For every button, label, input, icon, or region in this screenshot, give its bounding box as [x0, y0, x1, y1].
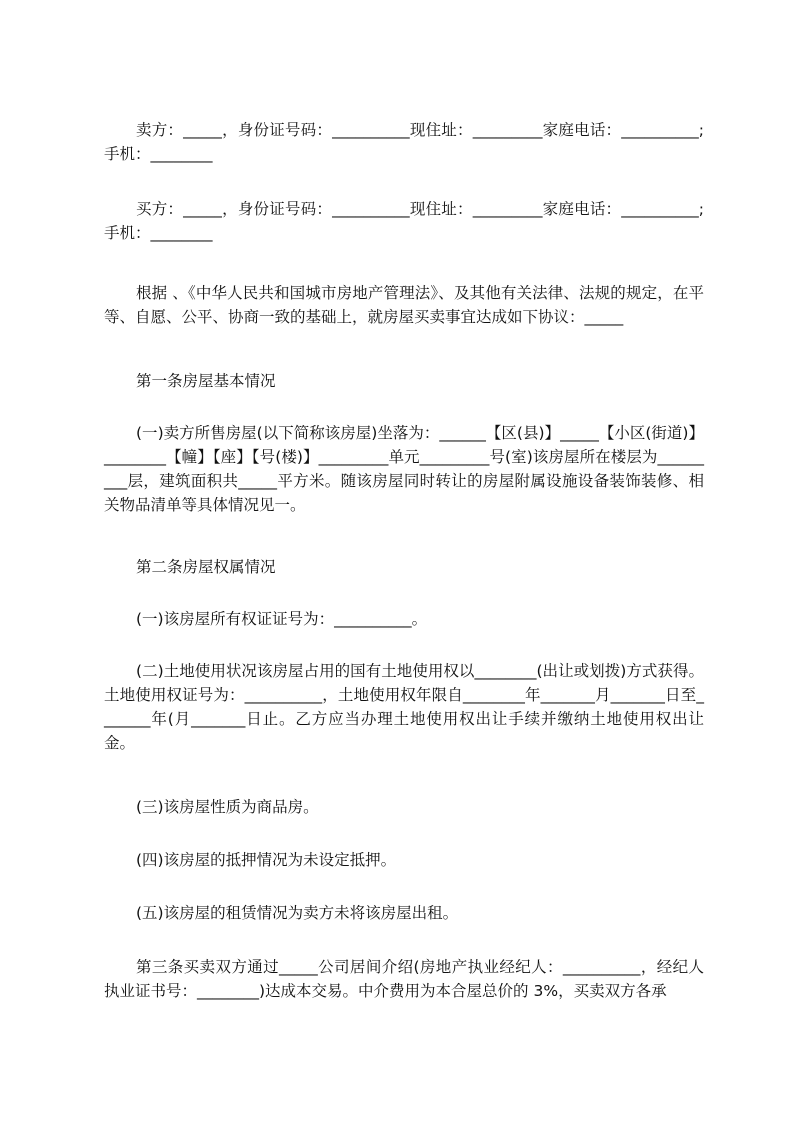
seller-info-paragraph: 卖方：_____，身份证号码：__________现住址：_________家庭电话：__________;手机：________	[104, 121, 704, 163]
article-1-clause-1: (一)卖方所售房屋(以下简称该房屋)坐落为：______【区(县)】_____【小区(街道)】________【幢】【座】【号(楼)】_________单元_________号(室)该房屋所在楼层为_________层，建筑面积共_____平方米。随该房屋同时转让的房屋附属设施设备装饰装修、相关物品清单等具体情况见一。	[104, 424, 704, 514]
article-2-clause-5: (五)该房屋的租赁情况为卖方未将该房屋出租。	[136, 904, 459, 922]
article-1-heading: 第一条房屋基本情况	[136, 372, 276, 390]
article-2-clause-1: (一)该房屋所有权证证号为：__________。	[136, 610, 428, 628]
preamble-paragraph: 根据 、《中华人民共和国城市房地产管理法》、及其他有关法律、法规的规定，在平等、自愿、公平、协商一致的基础上，就房屋买卖事宜达成如下协议：_____	[104, 284, 704, 326]
article-2-heading: 第二条房屋权属情况	[136, 558, 276, 576]
article-2-clause-2: (二)土地使用状况该房屋占用的国有土地使用权以________(出让或划拨)方式获得。土地使用权证号为：__________，土地使用权年限自________年_______月_______日至_______年(月_______日止。乙方应当办理土地使用权出让手续并缴纳土地使用权出让金。	[104, 662, 704, 752]
buyer-info-paragraph: 买方：_____，身份证号码：__________现住址：_________家庭电话：__________;手机：________	[104, 200, 704, 242]
article-2-clause-4: (四)该房屋的抵押情况为未设定抵押。	[136, 851, 397, 869]
article-2-clause-3: (三)该房屋性质为商品房。	[136, 798, 319, 816]
article-3-paragraph: 第三条买卖双方通过_____公司居间介绍(房地产执业经纪人：__________，经纪人执业证书号：________)达成本交易。中介费用为本合屋总价的 3%，买卖双方各承	[104, 958, 704, 1000]
